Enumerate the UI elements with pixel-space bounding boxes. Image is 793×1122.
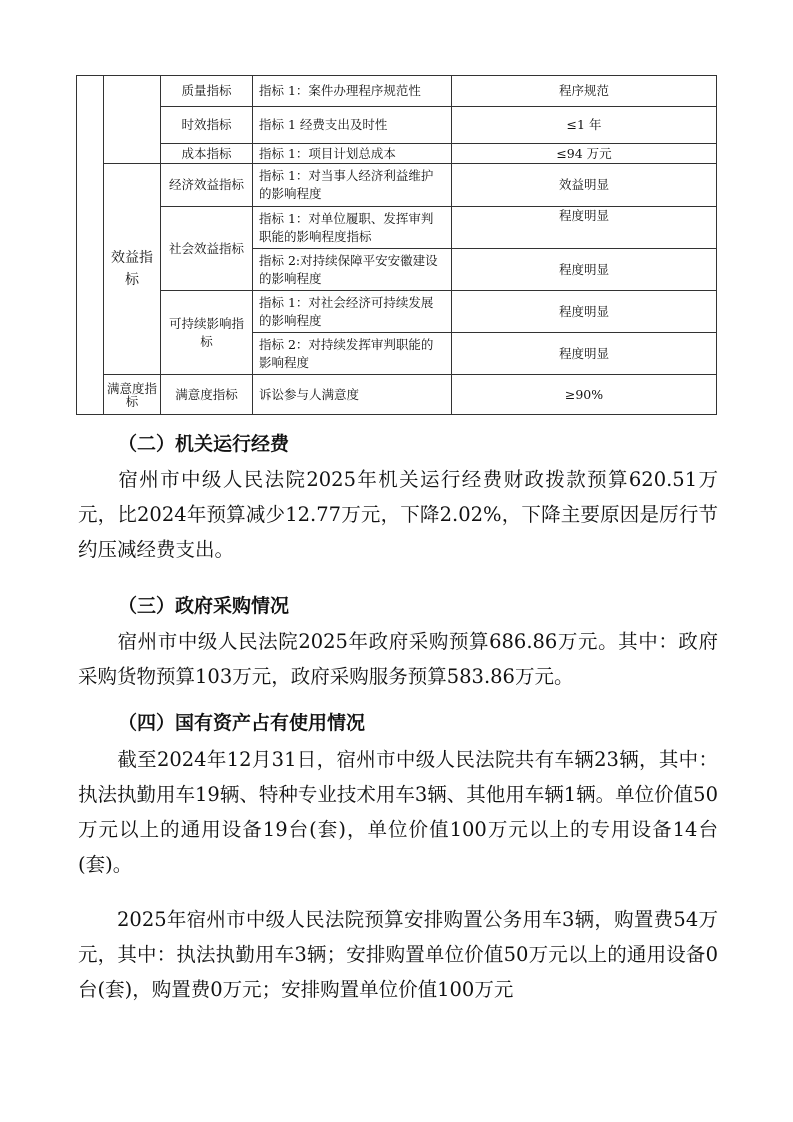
table-cell-indicator-type: 社会效益指标 xyxy=(161,207,253,291)
table-row xyxy=(77,291,717,333)
section-heading-state-assets: （四）国有资产占有使用情况 xyxy=(118,712,366,734)
table-cell-level2-output xyxy=(104,76,161,164)
table-cell-indicator-type: 时效指标 xyxy=(161,107,253,144)
table-row xyxy=(77,164,717,207)
table-cell-value: 程度明显 xyxy=(452,249,717,291)
table-cell-indicator-type: 满意度指标 xyxy=(161,375,253,415)
table-row xyxy=(77,76,717,107)
paragraph-text: 2025年宿州市中级人民法院预算安排购置公务用车3辆，购置费54万元，其中：执法执勤用车3辆；安排购置单位价值50万元以上的通用设备0台(套)，购置费0万元；安排购置单位价值100万元 xyxy=(78,908,718,1001)
table-cell-level1 xyxy=(77,76,104,415)
section-heading-procurement: （三）政府采购情况 xyxy=(118,595,290,617)
table-row xyxy=(77,107,717,144)
table-cell-indicator-type: 可持续影响指标 xyxy=(161,291,253,375)
table-cell-value: 程度明显 xyxy=(452,291,717,333)
paragraph-operating-funds xyxy=(78,462,718,567)
paragraph-purchase-plan xyxy=(78,902,718,1007)
table-cell-satisfaction-category: 满意度指标 xyxy=(104,375,161,415)
paragraph-procurement xyxy=(78,624,718,694)
paragraph-text: 截至2024年12月31日，宿州市中级人民法院共有车辆23辆，其中：执法执勤用车19辆、特种专业技术用车3辆、其他用车辆1辆。单位价值50万元以上的通用设备19台(套)，单位价值100万元以上的专用设备14台(套)。 xyxy=(78,748,718,876)
table-cell-indicator: 指标 1：对社会经济可持续发展的影响程度 xyxy=(253,291,452,333)
table-cell-indicator: 指标 1：对当事人经济利益维护的影响程度 xyxy=(253,164,452,207)
table-cell-indicator: 指标 1 经费支出及时性 xyxy=(253,107,452,144)
table-cell-indicator: 指标 1：项目计划总成本 xyxy=(253,144,452,164)
table-cell-value: 程度明显 xyxy=(452,207,717,249)
table-cell-value: ≥90% xyxy=(452,375,717,415)
table-cell-value: 程序规范 xyxy=(452,76,717,107)
table-cell-indicator-type: 质量指标 xyxy=(161,76,253,107)
table-cell-value: ≤1 年 xyxy=(452,107,717,144)
performance-indicator-table xyxy=(76,75,717,415)
table-cell-indicator: 指标 2:对持续保障平安安徽建设的影响程度 xyxy=(253,249,452,291)
table-cell-benefit-category: 效益指标 xyxy=(104,164,161,375)
paragraph-text: 宿州市中级人民法院2025年政府采购预算686.86万元。其中：政府采购货物预算103万元，政府采购服务预算583.86万元。 xyxy=(78,630,718,688)
table-cell-indicator-type: 成本指标 xyxy=(161,144,253,164)
paragraph-vehicles-equipment xyxy=(78,742,718,882)
table-cell-value: 效益明显 xyxy=(452,164,717,207)
table-cell-indicator-type: 经济效益指标 xyxy=(161,164,253,207)
table-row xyxy=(77,144,717,164)
table-row xyxy=(77,375,717,415)
table-cell-indicator: 指标 1：案件办理程序规范性 xyxy=(253,76,452,107)
table-cell-value: 程度明显 xyxy=(452,333,717,375)
table-cell-indicator: 指标 1：对单位履职、发挥审判职能的影响程度指标 xyxy=(253,207,452,249)
table-cell-value: ≤94 万元 xyxy=(452,144,717,164)
table-row xyxy=(77,207,717,249)
section-heading-operating-funds: （二）机关运行经费 xyxy=(118,433,290,455)
table-cell-indicator: 指标 2：对持续发挥审判职能的影响程度 xyxy=(253,333,452,375)
table-cell-indicator: 诉讼参与人满意度 xyxy=(253,375,452,415)
paragraph-text: 宿州市中级人民法院2025年机关运行经费财政拨款预算620.51万元，比2024年预算减少12.77万元，下降2.02%，下降主要原因是厉行节约压减经费支出。 xyxy=(78,468,718,561)
